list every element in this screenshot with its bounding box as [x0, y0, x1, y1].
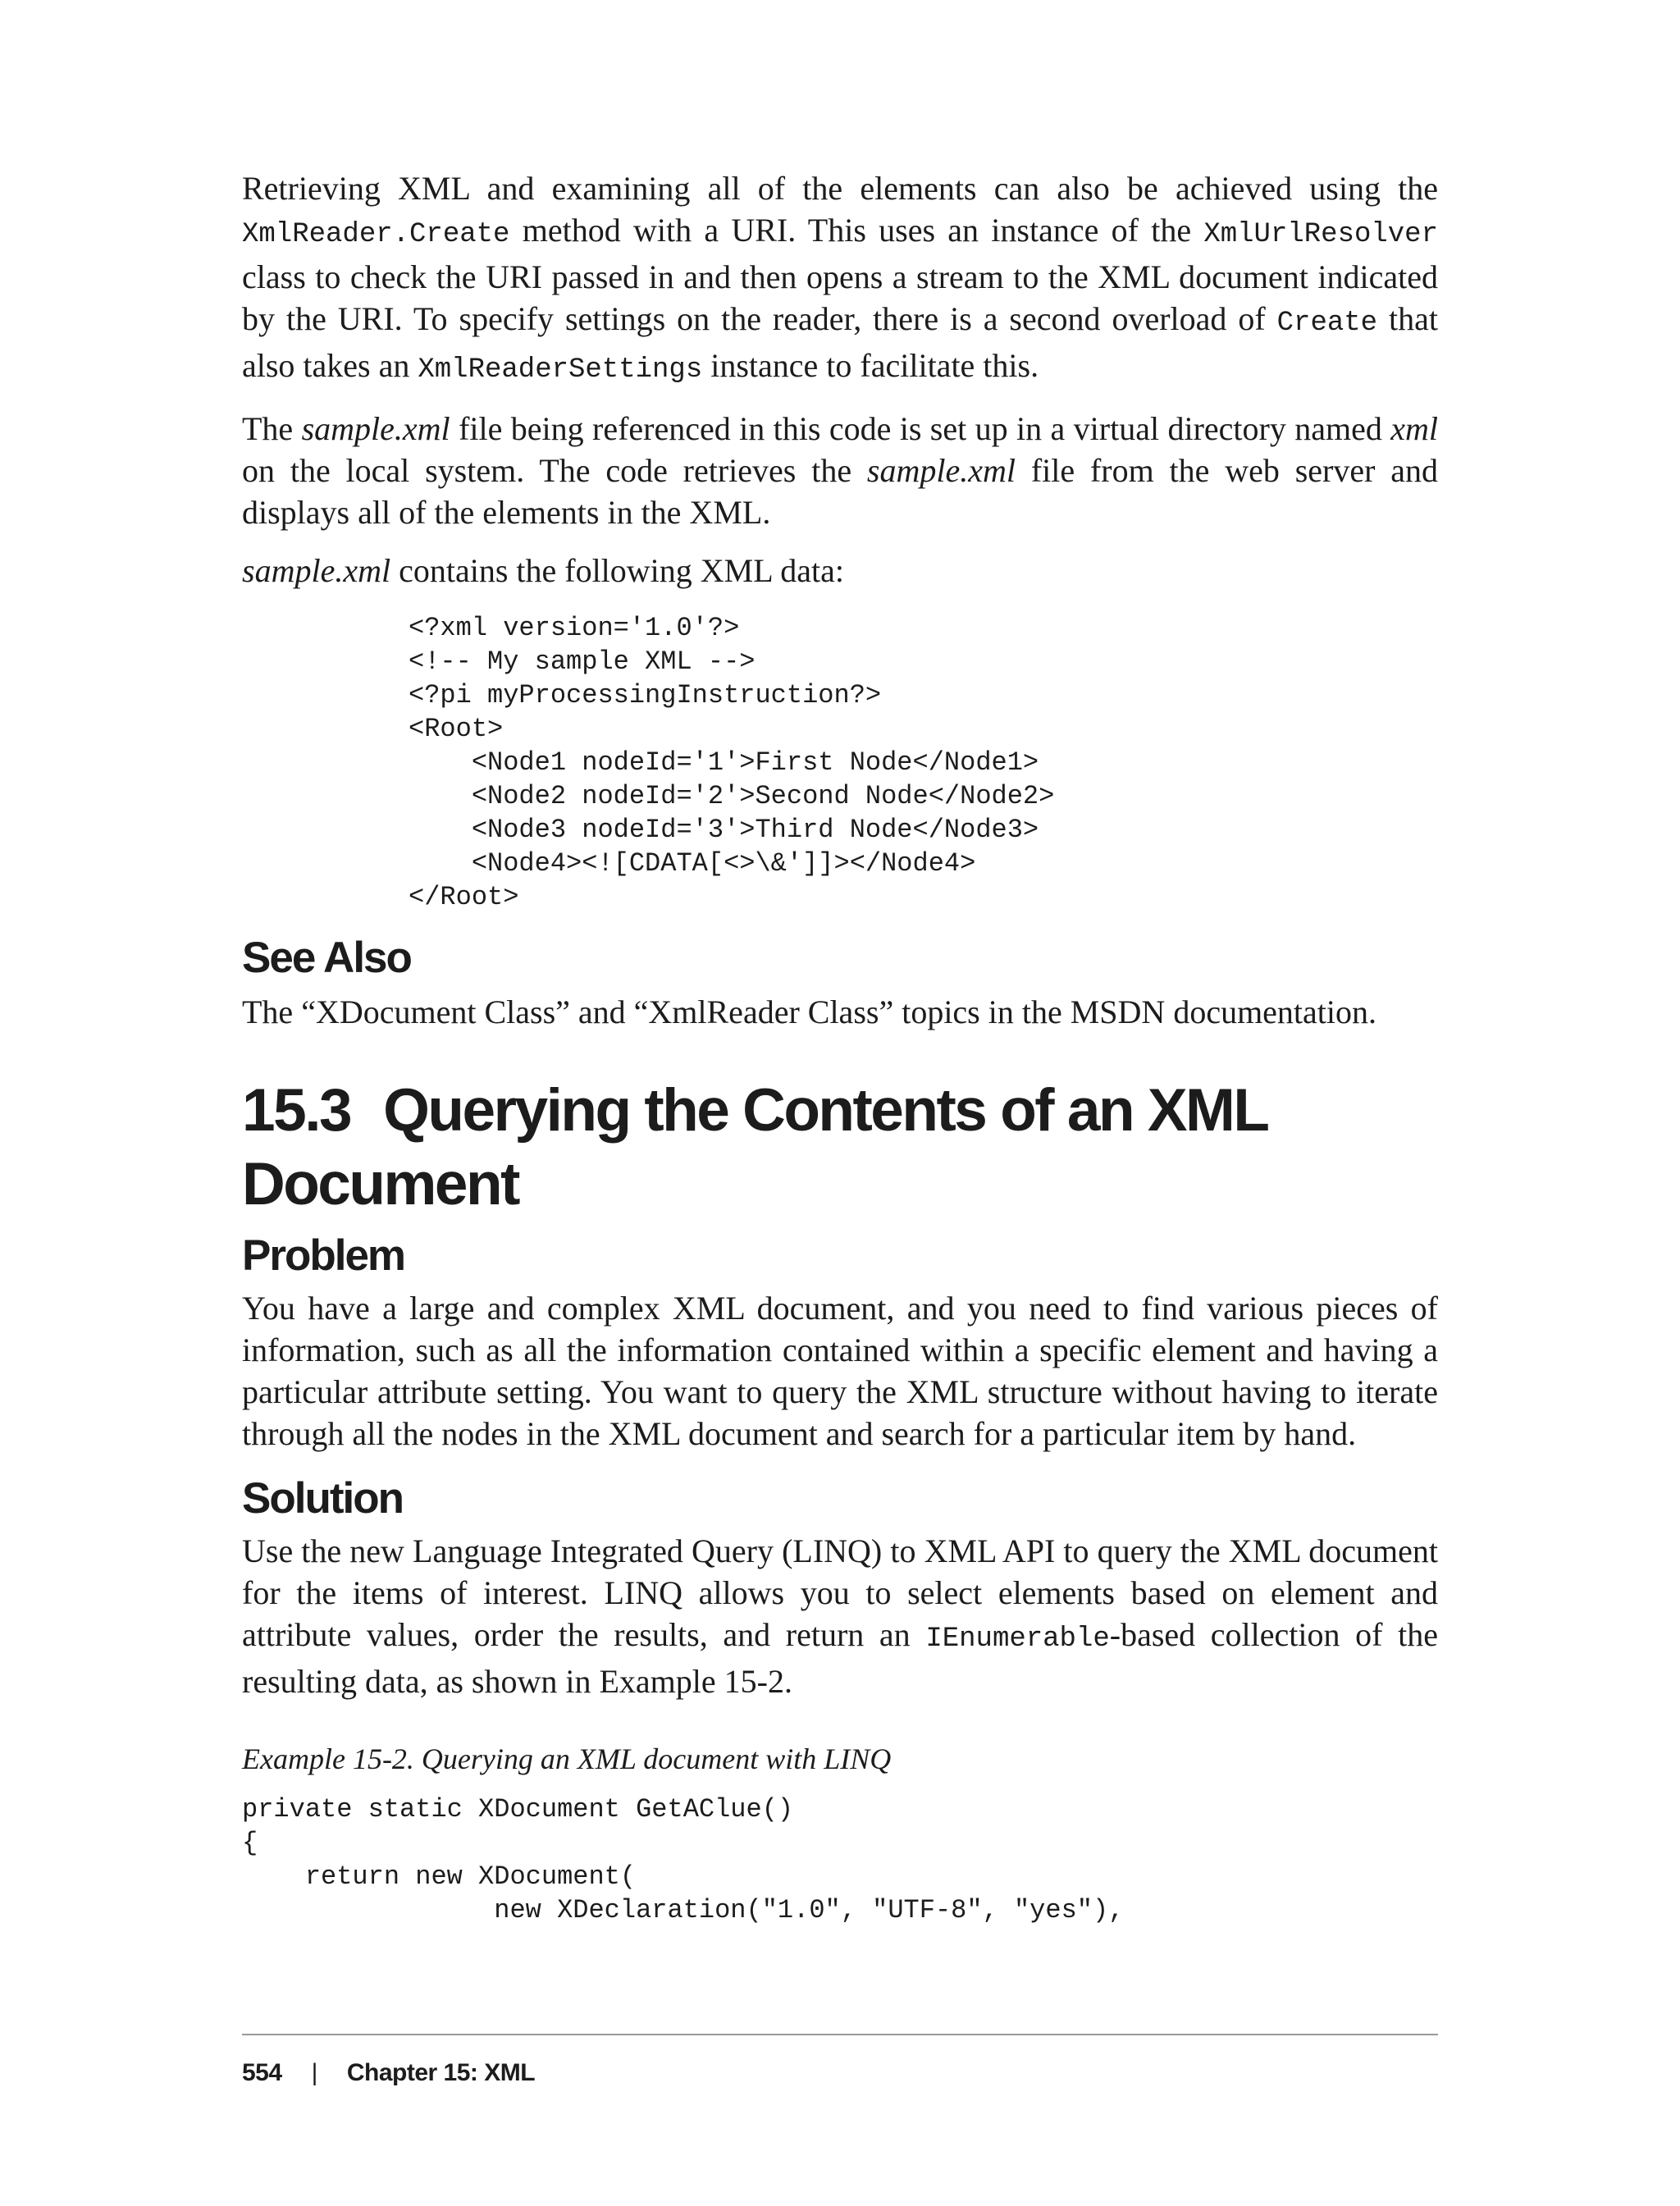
filename-text: sample.xml	[242, 552, 391, 589]
text-run: The	[242, 410, 302, 447]
example-code-block: private static XDocument GetAClue() { return new XDocument( new XDeclaration("1.0", "UTF-8", "yes"),	[242, 1794, 1125, 1925]
problem-text: You have a large and complex XML document, and you need to find various pieces of information, such as all the information contained within a specific element and having a particular attribute setting. You want to query the XML structure without having to iterate through all the nodes in the XML document and search for a particular item by hand.	[242, 1290, 1438, 1452]
intro-paragraph-1	[242, 167, 1438, 391]
section-number: 15.3	[242, 1077, 351, 1144]
example-caption: Example 15-2. Querying an XML document with LINQ	[242, 1742, 892, 1775]
inline-code: XmlUrlResolver	[1203, 219, 1438, 250]
text-run: contains the following XML data:	[390, 552, 844, 589]
section-title-text: Querying the Contents of an XML Document	[242, 1077, 1267, 1217]
chapter-label: Chapter 15: XML	[346, 2059, 536, 2086]
solution-heading: Solution	[242, 1474, 403, 1523]
footer-text	[242, 2058, 1438, 2088]
page-number: 554	[242, 2059, 282, 2086]
filename-text: sample.xml	[866, 452, 1016, 489]
intro-paragraph-3	[242, 550, 1438, 591]
text-run: Use the new Language Integrated Query (LINQ) to XML API to query the XML document for the items of interest. LINQ allows you to select elements based on element and attribute values, order the results, and return an	[242, 1532, 1438, 1653]
text-run: that also takes an	[242, 300, 1438, 384]
see-also-heading: See Also	[242, 934, 411, 982]
text-run: file from the web server and displays all of the elements in the XML.	[242, 452, 1439, 531]
inline-code: XmlReader.Create	[242, 219, 510, 250]
filename-text: sample.xml	[301, 410, 450, 447]
see-also-text: The “XDocument Class” and “XmlReader Class” topics in the MSDN documentation.	[242, 993, 1377, 1030]
inline-code: Create	[1276, 308, 1378, 339]
inline-code: IEnumerable	[925, 1624, 1110, 1655]
footer-separator: |	[311, 2059, 317, 2086]
page-footer	[242, 2034, 1438, 2088]
text-run: on the local system. The code retrieves the	[242, 452, 867, 489]
problem-heading: Problem	[242, 1231, 405, 1280]
text-run: method with a URI. This uses an instance of the	[509, 212, 1204, 249]
text-run: file being referenced in this code is set up in a virtual directory named	[450, 410, 1391, 447]
xml-code-block: <?xml version='1.0'?> <!-- My sample XML --> <?pi myProcessingInstruction?> <Root> <Node1 nodeId='1'>First Node</Node1> <Node2 nodeId='2'>Second Node</Node2> <Node3 nodeId='3'>Third Node</Node3> <Node4><![CDATA[<>\&']]></Node4> </Root>	[409, 613, 1055, 912]
section-title	[242, 1074, 1438, 1222]
text-run: instance to facilitate this.	[702, 347, 1039, 384]
page-content	[242, 167, 1438, 1927]
solution-text	[242, 1530, 1438, 1702]
directory-name-text: xml	[1390, 410, 1439, 447]
text-run: class to check the URI passed in and then opens a stream to the XML document indicated by the URI. To specify settings on the reader, there is a second overload of	[242, 258, 1438, 337]
text-run: -based collection of the resulting data, as shown in Example 15-2.	[242, 1616, 1438, 1700]
text-run: Retrieving XML and examining all of the elements can also be achieved using the	[242, 170, 1438, 207]
intro-paragraph-2	[242, 408, 1438, 533]
inline-code: XmlReaderSettings	[418, 354, 703, 386]
